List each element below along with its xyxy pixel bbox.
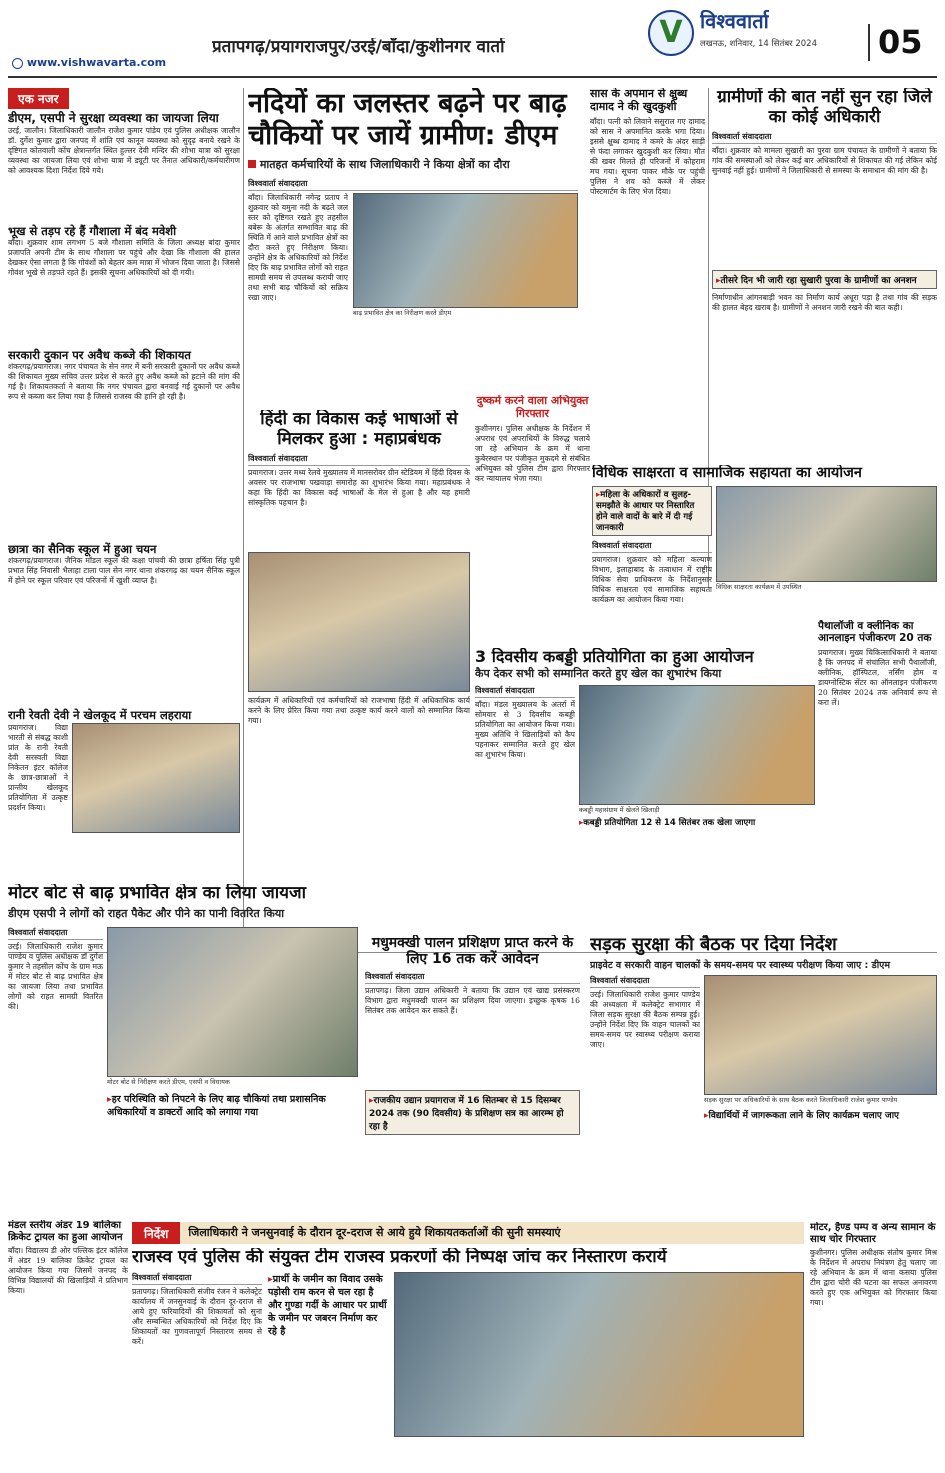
- motor-headline: मोटर बोट से बाढ़ प्रभावित क्षेत्र का लिया जायजा: [8, 884, 306, 903]
- story-body: प्रयागराज। विद्या भारती से संबद्ध काशी प्रांत के रानी रेवती देवी सरस्वती विद्या निकेतन इंटर कॉलेज के छात्र-छात्राओं ने प्रान्तीय खेलकूद प्रतियोगिता में उत्कृष्ट प्रदर्शन किया।: [8, 722, 68, 812]
- madhumakhi-highlight: ▸ राजकीय उद्यान प्रयागराज में 16 सितम्बर से 15 दिसम्बर 2024 तक (90 दिवसीय) के प्रशिक्षण सत्र का आरम्भ हो रहा है: [365, 1090, 580, 1135]
- gramin-story: [712, 88, 937, 438]
- lead-subheadline: मातहत कर्मचारियों के साथ जिलाधिकारी ने किया क्षेत्रों का दौरा: [248, 157, 578, 172]
- motor-photo: [107, 927, 358, 1077]
- cricket-body: बाँदा। विद्यालय डी ओर पल्लिक इंटर कॉलेज में अंडर 19 बालिका क्रिकेट ट्रायल का आयोजन किया गया जिसमें जनपद के विभिन्न विद्यालयों की खिलाड़ियों ने प्रतिभाग किया।: [8, 1246, 128, 1296]
- rajasv-body: प्रतापगढ़। जिलाधिकारी संजीव रंजन ने कलेक्ट्रेट कार्यालय में जनसुनवाई के दौरान दूर-दराज से आये हुए फरियादियों की शिकायतों को सुना और सम्बन्धित अधिकारियों को निर्देश दिए कि शिकायतों का गुणवत्तापूर्ण निस्तारण समय से करें।: [132, 1286, 262, 1346]
- panjikaran-headline: पैथालॉजी व क्लीनिक का आनलाइन पंजीकरण 20 तक: [818, 620, 932, 645]
- sadak-body: उरई। जिलाधिकारी राजेश कुमार पाण्डेय की अध्यक्षता में कलेक्ट्रेट सभागार में जिला सड़क सुरक्षा की बैठक सम्पन्न हुई। उन्होंने निर्देश दिए कि वाहन चालकों का समय-समय पर स्वास्थ्य परीक्षण कराया जाए।: [590, 989, 700, 1049]
- motor-pump-headline: मोटर, हैण्ड पम्प व अन्य सामान के साथ चोर गिरफ्तार: [810, 1222, 936, 1245]
- motor-story: [8, 884, 358, 1216]
- dushkarm-body: कुशीनगर। पुलिस अधीक्षक के निर्देशन में अपराध एवं अपराधियों के विरुद्ध चलाये जा रहे अभियान के क्रम में थाना कुबेरस्थान पर पंजीकृत मुकदमे से संबंधित अभियुक्त को पुलिस टीम द्वारा गिरफ्तार कर न्यायालय भेजा गया।: [475, 424, 590, 484]
- school-students-photo: [72, 723, 240, 833]
- nirdesh-text: जिलाधिकारी ने जनसुनवाई के दौरान दूर-दराज से आये हुये शिकायतकर्ताओं की सुनी समस्याएं: [188, 1225, 561, 1239]
- paper-name: विश्ववार्ता: [700, 10, 769, 33]
- sadak-photo-caption: सड़क सुरक्षा पर अधिकारियों के साथ बैठक करते जिलाधिकारी राजेश कुमार पाण्डेय: [704, 1095, 898, 1104]
- motor-body: उरई। जिलाधिकारी राजेश कुमार पाण्डेय व पुलिस अधीक्षक डॉ दुर्गेश कुमार ने तहसील कोंच के ग्राम मऊ में मोटर बोट से बाढ़ प्रभावित क्षेत्र का जायजा लिया तथा प्रभावित लोगों को राहत सामग्री वितरित की।: [8, 941, 103, 1011]
- story-body: शंकरगढ़/प्रयागराज। जैनिक मॉडल स्कूल की कक्षा पांचवी की छात्रा हर्षिता सिंह पुत्री प्रभात सिंह निवासी भैलाहा टाला पाल सेन नगर थाना शंकरगढ़ का चयन सैनिक स्कूल में होने पर स्कूल परिवार एवं परिजनों में खुशी व्याप्त है।: [8, 556, 240, 586]
- byline: विश्ववार्ता संवाददाता: [590, 975, 700, 988]
- byline: विश्ववार्ता संवाददाता: [475, 685, 575, 698]
- hindi-story: [248, 410, 470, 880]
- cricket-headline: मंडल स्तरीय अंडर 19 बालिका क्रिकेट ट्रायल का हुआ आयोजन: [8, 1220, 123, 1243]
- madhumakhi-headline: मधुमक्खी पालन प्रशिक्षण प्राप्त करने के लिए 16 तक करें आवेदन: [371, 935, 574, 968]
- story-body: बाँदा। शुक्रवार शाम लगभग 5 बजे गौशाला समिति के जिला अध्यक्ष बांदा कुमार प्रजापति अपनी टीम के साथ गौशाला पर पहुंचे और देखा कि गौशाला की हालत देखकर ऐसा लगता है कि गोवंशों को बेहतर कम मात्रा में भोजन दिया जाता है। जिससे गोवंश भूखे से तड़पते रहते हैं। इसकी सूचना अधिकारियों को दी गयी।: [8, 238, 240, 278]
- nirdesh-label: निर्देश: [132, 1222, 180, 1244]
- vidhik-body: प्रयागराज। शुक्रवार को महिला कल्याण विभाग, इलाहाबाद के तत्वाधान में राष्ट्रीय विधिक सेवा प्राधिकरण के निर्देशानुसार विधिक साक्षरता एवं सामाजिक सहायता कार्यक्रम का आयोजन किया गया।: [592, 554, 712, 604]
- lead-photo: [353, 193, 578, 308]
- gramin-body: बाँदा। शुक्रवार को मामला सुखारी का पुरवा ग्राम पंचायत के ग्रामीणों ने बताया कि गांव की समस्याओं को लेकर कई बार अधिकारियों से शिकायत की गई लेकिन कोई सुनवाई नहीं हुई। ग्रामीणों ने जिलाधिकारी से समस्या के समाधान की मांग की है।: [712, 146, 937, 176]
- saas-headline: सास के अपमान से क्षुब्ध दामाद ने की खुदकुशी: [590, 88, 688, 113]
- kabaddi-photo-caption: कबड्डी महासंग्राम में खेलते खिलाड़ी: [579, 806, 660, 815]
- story-title: छात्रा का सैनिक स्कूल में हुआ चयन: [8, 542, 157, 557]
- rajasv-highlight: ▸ प्रार्थी के जमीन का विवाद उसके पड़ोसी राम करन से चल रहा है और गुण्डा गर्दी के आधार पर प्रार्थी के जमीन पर जबरन निर्माण कर रहे है: [268, 1272, 388, 1337]
- story-body: शंकरगढ़/प्रयागराज। नगर पंचायत के सेन नगर में बनी सरकारी दुकानों पर अवैध कब्जे की शिकायत मुख्य सचिव उत्तर प्रदेश से करते हुए अवैध कब्जे को हटाने की मांग की गई है। शिकायतकर्ता ने बताया कि नगर पंचायत द्वारा बनवाई गई दुकानों पर अवैध रूप से कब्जा कर लिया गया है जिससे राजस्व की हानि हो रही है।: [8, 362, 240, 402]
- page-number: 05: [868, 24, 932, 61]
- saas-body: बाँदा। पत्नी को लिवाने ससुराल गए दामाद को सास ने अपमानित करके भगा दिया। इससे क्षुब्ध दामाद ने कमरे के अंदर साड़ी से फंदा लगाकर खुदकुशी कर लिया। मौत की खबर मिलते ही परिजनों में कोहराम मच गया। सूचना पाकर मौके पर पहुंची पुलिस ने शव को कब्जे में लेकर पोस्टमार्टम के लिए भेज दिया।: [590, 117, 705, 197]
- lead-body: बाँदा। जिलाधिकारी नगेन्द्र प्रताप ने शुक्रवार को यमुना नदी के बढ़ते जल स्तर को दृष्टिगत रखते हुए तहसील बबेरू के अंतर्गत सम्भावित बाढ़ की स्थिति में आने वाले प्रभावित क्षेत्रों का दौरा करते हुए निरीक्षण किया। उन्होंने क्षेत्र के अधिकारियों को निर्देश दिए कि बाढ़ प्रभावित लोगों को राहत सामग्री समय से उपलब्ध करायी जाए तथा सभी बाढ़ चौकियों को सक्रिय रखा जाए।: [248, 192, 348, 302]
- masthead-date: लखनऊ, शनिवार, 14 सितंबर 2024: [700, 39, 817, 49]
- motor-subheadline: डीएम एसपी ने लोगों को राहत पैकेट और पीने का पानी वितरित किया: [8, 906, 285, 920]
- kabaddi-story: [475, 648, 815, 883]
- story-title: सरकारी दुकान पर अवैध कब्जे की शिकायत: [8, 348, 191, 363]
- dushkarm-story: [475, 395, 590, 645]
- vidhik-headline: विधिक साक्षरता व सामाजिक सहायता का आयोजन: [592, 465, 862, 481]
- masthead-url[interactable]: www.vishwavarta.com: [12, 56, 166, 69]
- kabaddi-subheadline: कैप देकर सभी को सम्मानित करते हुए खेल का शुभारंभ किया: [475, 667, 722, 681]
- hindi-body: प्रयागराज। उत्तर मध्य रेलवे मुख्यालय में मानसरोवर ग्रीन स्टेडियम में हिंदी दिवस के अवसर पर राजभाषा पखवाड़ा समारोह का शुभारंभ किया गया। महाप्रबंधक ने कहा कि हिंदी का विकास कई भाषाओं के मेल से हुआ है और यह हमारी सांस्कृतिक पहचान है।: [248, 468, 470, 508]
- nirdesh-banner: [132, 1222, 804, 1244]
- panjikaran-story: [818, 620, 937, 890]
- motor-highlight: ▸ हर परिस्थिति को निपटने के लिए बाढ़ चौकियां तथा प्रशासनिक अधिकारियों व डाक्टरों आदि को लगाया गया: [107, 1092, 358, 1118]
- sadak-story: [590, 935, 937, 1220]
- byline: विश्ववार्ता संवाददाता: [592, 540, 712, 553]
- story-title: भूख से तड़प रहे हैं गौशाला में बंद मवेशी: [8, 223, 177, 238]
- kabaddi-highlight: ▸ कबड्डी प्रतियोगिता 12 से 14 सितंबर तक खेला जाएगा: [579, 817, 815, 828]
- rajasv-story: [132, 1248, 804, 1463]
- lead-story: [248, 88, 578, 388]
- dushkarm-headline: दुष्कर्म करने वाला अभियुक्त गिरफ्तार: [476, 395, 589, 420]
- vidhik-photo: [716, 486, 937, 582]
- globe-icon: [12, 58, 23, 69]
- motor-pump-body: कुशीनगर। पुलिस अधीक्षक संतोष कुमार मिश्र के निर्देशन में अपराध नियंत्रण हेतु चलाए जा रहे अभियान के क्रम में थाना कसया पुलिस टीम द्वारा चोरी की घटना का सफल अनावरण करते हुए एक अभियुक्त को गिरफ्तार किया गया।: [810, 1248, 937, 1308]
- cricket-story: [8, 1220, 128, 1460]
- ek-nazar-label: एक नजर: [8, 88, 69, 109]
- gramin-highlight: ▸ तीसरे दिन भी जारी रहा सुखारी पुरवा के ग्रामीणों का अनशन: [712, 270, 937, 289]
- lead-headline: नदियों का जलस्तर बढ़ने पर बाढ़ चौकियों पर जायें ग्रामीण: डीएम: [248, 88, 567, 152]
- byline: विश्ववार्ता संवाददाता: [365, 971, 580, 984]
- gramin-body-2: निर्माणाधीन आंगनबाड़ी भवन का निर्माण कार्य अधूरा पड़ा है तथा गांव की सड़क की हालत बेहद खराब है। ग्रामीणों ने अनशन जारी रखने की बात कही।: [712, 293, 937, 313]
- region-title: प्रतापगढ़/प्रयागराजपुर/उरई/बाँदा/कुशीनगर वार्ता: [212, 38, 505, 57]
- sadak-photo: [704, 975, 937, 1095]
- sadak-highlight: ▸ विद्यार्थियों में जागरूकता लाने के लिए कार्यक्रम चलाए जाए: [704, 1108, 937, 1121]
- motor-photo-caption: मोटर बोट से निरीक्षण करते डीएम, एसपी व विधायक: [107, 1077, 230, 1086]
- byline: विश्ववार्ता संवाददाता: [8, 927, 103, 940]
- madhumakhi-story: [365, 935, 580, 1220]
- hindi-body-2: कार्यक्रम में अधिकारियों एवं कर्मचारियों को राजभाषा हिंदी में अधिकाधिक कार्य करने के लिए प्रेरित किया गया तथा उत्कृष्ट कार्य करने वालों को सम्मानित किया गया।: [248, 696, 470, 726]
- gramin-headline: ग्रामीणों की बात नहीं सुन रहा जिले का कोई अधिकारी: [717, 88, 932, 127]
- story-title: रानी रेवती देवी ने खेलकूद में परचम लहराया: [8, 708, 192, 723]
- madhumakhi-body: प्रतापगढ़। जिला उद्यान अधिकारी ने बताया कि उद्यान एवं खाद्य प्रसंस्करण विभाग द्वारा मधुमक्खी पालन का प्रशिक्षण दिया जाएगा। इच्छुक कृषक 16 सितंबर तक आवेदन कर सकते हैं।: [365, 986, 580, 1016]
- sadak-headline: सड़क सुरक्षा की बैठक पर दिया निर्देश: [590, 935, 837, 955]
- kabaddi-body: बाँदा। मंडल मुख्यालय के अतर्रा में सोमवार से 3 दिवसीय कबड्डी प्रतियोगिता का आयोजन किया गया। मुख्य अतिथि ने खिलाड़ियों को कैप पहनाकर सम्मानित करते हुए खेल का शुभारंभ किया।: [475, 700, 575, 760]
- lead-photo-caption: बाढ़ प्रभावित क्षेत्र का निरीक्षण करते डीएम: [353, 308, 452, 317]
- masthead: [0, 0, 945, 86]
- byline: विश्ववार्ता संवाददाता: [132, 1272, 262, 1285]
- vidhik-photo-caption: विधिक साक्षरता कार्यक्रम में उपस्थित: [716, 582, 802, 591]
- motor-pump-story: [810, 1222, 937, 1462]
- saas-story: [590, 88, 705, 468]
- panjikaran-body: प्रयागराज। मुख्य चिकित्साधिकारी ने बताया है कि जनपद में संचालित सभी पैथालॉजी, क्लीनिक, हॉस्पिटल, नर्सिंग होम व डायग्नोस्टिक सेंटर का ऑनलाइन पंजीकरण 20 सितंबर 2024 तक अनिवार्य रूप से करा लें।: [818, 648, 937, 708]
- sadak-subheadline: प्राइवेट व सरकारी वाहन चालकों के समय-समय पर स्वास्थ्य परीक्षण किया जाए : डीएम: [590, 959, 891, 971]
- story-body: उरई, जालौन। जिलाधिकारी जालौन राजेश कुमार पांडेय एवं पुलिस अधीक्षक जालौन डॉ. दुर्गेश कुमार द्वारा जनपद में शांति एवं कानून व्यवस्था को सुदृढ़ बनाये रखने के दृष्टिगत कोतवाली कोंच क्षेत्रान्तर्गत स्थित हुल्लर देवी मन्दिर की शोभा यात्रा को सुरक्षा व्यवस्था का जायजा लिया एवं शोभा यात्रा में ड्यूटी पर तैनात अधिकारी/कर्मचारीगण को आवश्यक दिशा निर्देश दिये गये।: [8, 125, 240, 175]
- hindi-photo: [248, 552, 470, 692]
- byline: विश्ववार्ता संवाददाता: [712, 131, 937, 144]
- story-title: डीएम, एसपी ने सुरक्षा व्यवस्था का जायजा लिया: [8, 111, 219, 125]
- kabaddi-photo: [579, 685, 815, 805]
- hindi-headline: हिंदी का विकास कई भाषाओं से मिलकर हुआ : महाप्रबंधक: [260, 410, 458, 449]
- rajasv-photo: [394, 1272, 804, 1437]
- kabaddi-headline: 3 दिवसीय कबड्डी प्रतियोगिता का हुआ आयोजन: [475, 648, 754, 666]
- vidhik-story: [592, 465, 937, 615]
- paper-logo: V: [648, 10, 694, 56]
- red-square-icon: [248, 160, 256, 168]
- byline: विश्ववार्ता संवाददाता: [248, 453, 470, 466]
- ek-nazar-column: [8, 88, 240, 950]
- rajasv-headline: राजस्व एवं पुलिस की संयुक्त टीम राजस्व प्रकरणों की निष्पक्ष जांच कर निस्तारण करायें: [132, 1248, 667, 1267]
- vidhik-highlight: ▸ महिला के अधिकारों व सुलह-समझौते के आधार पर निस्तारित होने वाले वादों के बारे में दी गई जानकारी: [592, 486, 712, 536]
- byline: विश्ववार्ता संवाददाता: [248, 178, 578, 191]
